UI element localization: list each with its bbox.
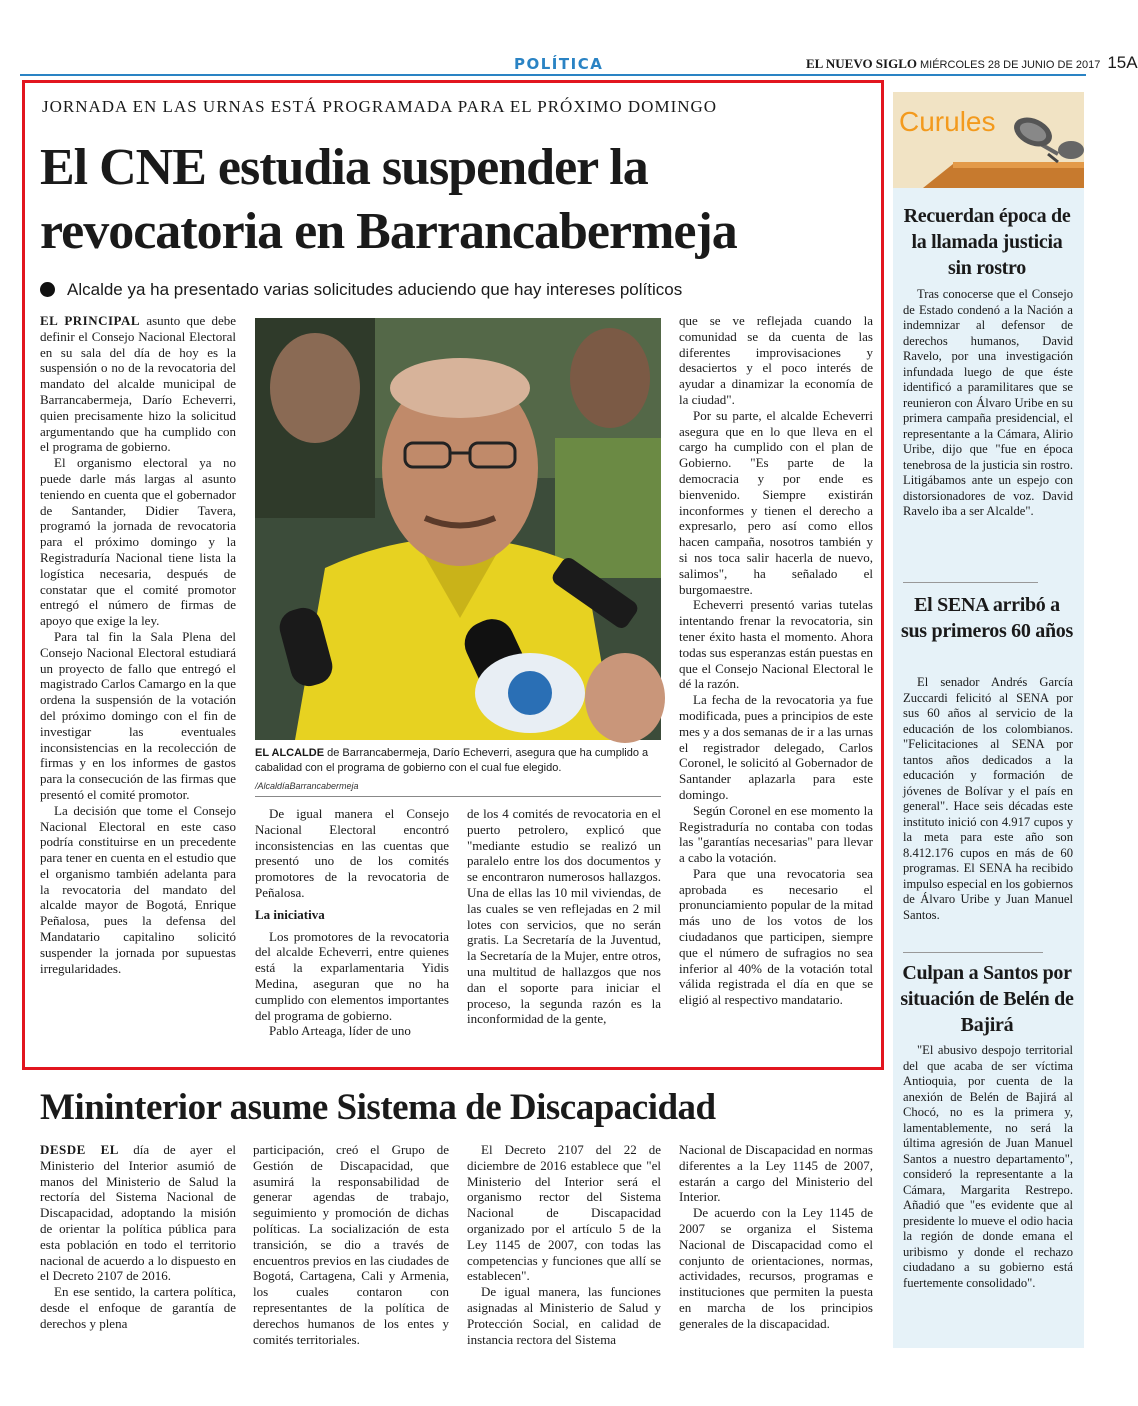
- main-article-column-2: [255, 806, 449, 1039]
- article-kicker: JORNADA EN LAS URNAS ESTÁ PROGRAMADA PARA EL PRÓXIMO DOMINGO: [42, 97, 718, 116]
- second-article-column-3: [467, 1142, 661, 1347]
- curules-banner: [893, 92, 1084, 188]
- paragraph: [40, 313, 236, 455]
- second-article-column-4: [679, 1142, 873, 1332]
- sidebar-item-text: [903, 287, 1073, 520]
- page-number: 15A: [1107, 53, 1138, 72]
- sidebar-title: Curules: [899, 106, 996, 137]
- main-article-column-4: [679, 313, 873, 1008]
- header-rule: [20, 74, 1086, 76]
- article-headline: El CNE estudia suspender la revocatoria en Barrancabermeja: [40, 139, 737, 260]
- paragraph: El Decreto 2107 del 22 de diciembre de 2016 establece que "el Ministerio del Interior será el organismo rector del Sistema Nacional de Discapacidad organizado por el artículo 5 de la Ley 1145 de 2007, con todas las competencias y funciones que allí se establecen".: [467, 1142, 661, 1284]
- paragraph: Nacional de Discapacidad en normas diferentes a la Ley 1145 de 2007, estarán a cargo del Ministerio del Interior.: [679, 1142, 873, 1205]
- caption-lead: EL ALCALDE: [255, 747, 325, 759]
- paragraph-text: asunto que debe definir el Consejo Nacional Electoral en su sala del día de hoy es la suspensión o no de la revocatoria del mandato del alcalde municipal de Barrancabermeja, Darío Echeverri, quien precisamente hizo la solicitud argumentando que ha cumplido con el programa de gobierno.: [40, 313, 236, 455]
- paragraph: Por su parte, el alcalde Echeverri asegura que en lo que lleva en el cargo ha cumplido con el plan de Gobierno. "Es parte de la democracia y por ende es bienvenido. Siempre existirán inconformes y tienen el derecho a expresarlo, pero así como ellos hacen campaña, nosotros también y si nos toca salir hacerla de nuevo, salimos", ha señalado el burgomaestre.: [679, 407, 873, 597]
- paragraph: de los 4 comités de revocatoria en el puerto petrolero, explicó que "mediante estudio se realizó un paralelo entre los dos documentos y se encontraron numerosos hallazgos. Una de ellas las 10 mil viviendas, de las cuales se ven reflejadas en 2 mil lotes con servicios, que no serán gratis. La Secretaría de la Juventud, la Secretaría de la Mujer, entre otros, una multitud de hallazgos que nos dan el soporte para iniciar el proceso, la segunda razón es la inconformidad de la gente,: [467, 806, 661, 1027]
- caption-rule: [255, 796, 661, 797]
- paragraph: De igual manera, las funciones asignadas al Ministerio de Salud y Protección Social, en calidad de instancia rectora del Sistema: [467, 1284, 661, 1347]
- paragraph: Para que una revocatoria sea aprobada es necesario el pronunciamiento popular de la mitad más uno de los votos de los ciudadanos que participen, siempre que el número de sufragios no sea inferior al 40% de la votación total válida registrada el día en que se eligió al respectivo mandatario.: [679, 865, 873, 1008]
- newspaper-brand: EL NUEVO SIGLO: [806, 56, 917, 71]
- lead-in: DESDE EL: [40, 1142, 119, 1157]
- section-label: POLÍTICA: [514, 55, 604, 73]
- paragraph: "El abusivo despojo territorial del que acaba de ser víctima Antioquia, por cuenta de la anexión de Belén de Bajirá al Chocó, no es la primera y, lamentablemente, no será la última agresión de Juan Manuel Santos a nuestro departamento", consideró la representante a la Cámara, Margarita Restrepo. Añadió que "es evidente que al presidente lo mueve el odio hacia la región de donde emana el uribismo y donde el rechazo ciudadano a su gobierno está fuertemente consolidado".: [903, 1043, 1073, 1290]
- paragraph: De acuerdo con la Ley 1145 de 2007 se organiza el Sistema Nacional de Discapacidad como el conjunto de orientaciones, normas, actividades, recursos, programas e instituciones que permiten la puesta en marcha de los principios generales de la discapacidad.: [679, 1205, 873, 1331]
- paragraph: La fecha de la revocatoria ya fue modificada, pues a principios de este mes y a dos semanas de ir a las urnas el registrador delegado, Carlos Coronel, le solicitó al Gobernador de Santander aplazarla para este domingo.: [679, 692, 873, 802]
- photo-credit: /AlcaldíaBarrancabermeja: [255, 781, 359, 791]
- paragraph: Los promotores de la revocatoria del alcalde Echeverri, entre quienes está la exparlamentaria Yidis Medina, aseguran que no ha cumplido con elementos importantes del programa de gobierno.: [255, 928, 449, 1023]
- paragraph: que se ve reflejada cuando la comunidad se da cuenta de las diferentes improvisaciones y desaciertos y el poco interés de ayudar a dinamizar la economía de la ciudad".: [679, 313, 873, 407]
- main-article-column-3: [467, 806, 661, 1027]
- paragraph: Según Coronel en ese momento la Registraduría no contaba con todas las "garantías necesarias" para llevar a cabo la votación.: [679, 802, 873, 866]
- article-subhead-text: Alcalde ya ha presentado varias solicitudes aduciendo que hay intereses políticos: [67, 280, 683, 299]
- paragraph: participación, creó el Grupo de Gestión de Discapacidad, que asumirá la responsabilidad de generar agendas de trabajo, seguimiento y promoción de dichas políticas. La socialización de esta transición, se dio a través de encuentros previos en las ciudades de Bogotá, Cartagena, Cali y Armenia, los cuales contaron con representantes de la política de derechos humanos de los entes y comités territoriales.: [253, 1142, 449, 1347]
- paragraph: Tras conocerse que el Consejo de Estado condenó a la Nación a indemnizar al defensor de derechos humanos, David Ravelo, por una investigación infundada luego de que éste identificó a paramilitares que se reunieron con Álvaro Uribe en su primera campaña presidencial, el representante a la Cámara, Alirio Uribe, dijo que "fue en época tenebrosa de la justicia sin rostro. Litigábamos ante un espejo con distorsionadores de voz. David Ravelo iba a ser Alcalde".: [903, 287, 1073, 518]
- page-header: [806, 53, 1138, 73]
- mayor-photo: [255, 318, 661, 740]
- second-article-column-2: [253, 1142, 449, 1347]
- photo-caption: [255, 746, 661, 776]
- sidebar-divider: [903, 952, 1043, 953]
- paragraph: [40, 1142, 236, 1284]
- caption-text: de Barrancabermeja, Darío Echeverri, asegura que ha cumplido a cabalidad con el programa de gobierno con el cual fue elegido.: [255, 747, 649, 774]
- paragraph-text: día de ayer el Ministerio del Interior asumió de manos del Ministerio de Salud la rectoría del Sistema Nacional de Discapacidad, adoptando la misión de orientar la política pública para esta población en todo el territorio nacional de acuerdo a lo dispuesto en el Decreto 2107 de 2016.: [40, 1142, 236, 1284]
- main-article-column-1: [40, 313, 236, 976]
- paragraph: El senador Andrés García Zuccardi felicitó al SENA por sus 60 años al servicio de la educación de los colombianos. "Felicitaciones al SENA por tantos años dedicados a la educación y formación de jóvenes de Bolívar y el país en general". Hace seis décadas este instituto inició con 4.917 cupos y la meta para este año son 8.412.176 cupos en más de 60 programas. El SENA ha recibido impulso especial en los gobiernos de Álvaro Uribe y Juan Manuel Santos.: [903, 675, 1073, 922]
- second-article-column-1: [40, 1142, 236, 1332]
- paragraph: En ese sentido, la cartera política, desde el enfoque de garantía de derechos y plena: [40, 1284, 236, 1331]
- lead-in: EL PRINCIPAL: [40, 313, 141, 328]
- paragraph: De igual manera el Consejo Nacional Electoral encontró inconsistencias en las cuentas que presentó uno de los comités promotores de la revocatoria de Peñalosa.: [255, 806, 449, 900]
- paragraph: Para tal fin la Sala Plena del Consejo Nacional Electoral estudiará un proyecto de fallo que entregó el magistrado Carlos Camargo en la que ordena la suspensión de la votación del próximo domingo con el fin de investigar las eventuales inconsistencias en la recolección de firmas y en los informes de gastos para la consecución de las firmas que presentó el comité promotor.: [40, 628, 236, 802]
- bullet-icon: [40, 282, 55, 297]
- paragraph: El organismo electoral ya no puede darle más largas al asunto teniendo en cuenta que el gobernador de Santander, Didier Tavera, programó la jornada de revocatoria para el próximo domingo y la Registraduría Nacional tiene lista la logística necesaria, después de constatar que el comité promotor entregó el número de firmas de apoyo que exige la ley.: [40, 455, 236, 629]
- photo-illustration: [255, 318, 661, 740]
- sidebar-item-text: [903, 1043, 1073, 1291]
- paragraph: Echeverri presentó varias tutelas intentando frenar la revocatoria, sin tener éxito hasta el momento. Ahora todas sus esperanzas están puestas en que el Consejo Nacional Electoral le dé la razón.: [679, 597, 873, 692]
- article-subhead: [40, 280, 682, 300]
- second-article-headline: Mininterior asume Sistema de Discapacidad: [40, 1087, 716, 1128]
- paragraph: Pablo Arteaga, líder de uno: [269, 1023, 411, 1039]
- sidebar-divider: [903, 582, 1038, 583]
- sidebar-item-headline: El SENA arribó a sus primeros 60 años: [901, 594, 1073, 642]
- sidebar-item-headline: Culpan a Santos por situación de Belén de Bajirá: [900, 962, 1074, 1036]
- paragraph: La decisión que tome el Consejo Nacional Electoral en este caso podría constituirse en un precedente para tener en cuenta en el estudio que el organismo también adelanta para la revocatoria del mandato del alcalde mayor de Bogotá, Enrique Peñalosa, pues la defensa del Mandatario capitalino solicitó suspender la jornada por supuestas irregularidades.: [40, 802, 236, 976]
- sidebar-item-headline: Recuerdan época de la llamada justicia sin rostro: [903, 205, 1071, 279]
- microphone-icon: [893, 92, 1084, 188]
- sidebar-item-text: [903, 675, 1073, 923]
- issue-date: MIÉRCOLES 28 DE JUNIO DE 2017: [920, 59, 1101, 71]
- inline-subhead: La iniciativa: [255, 906, 325, 922]
